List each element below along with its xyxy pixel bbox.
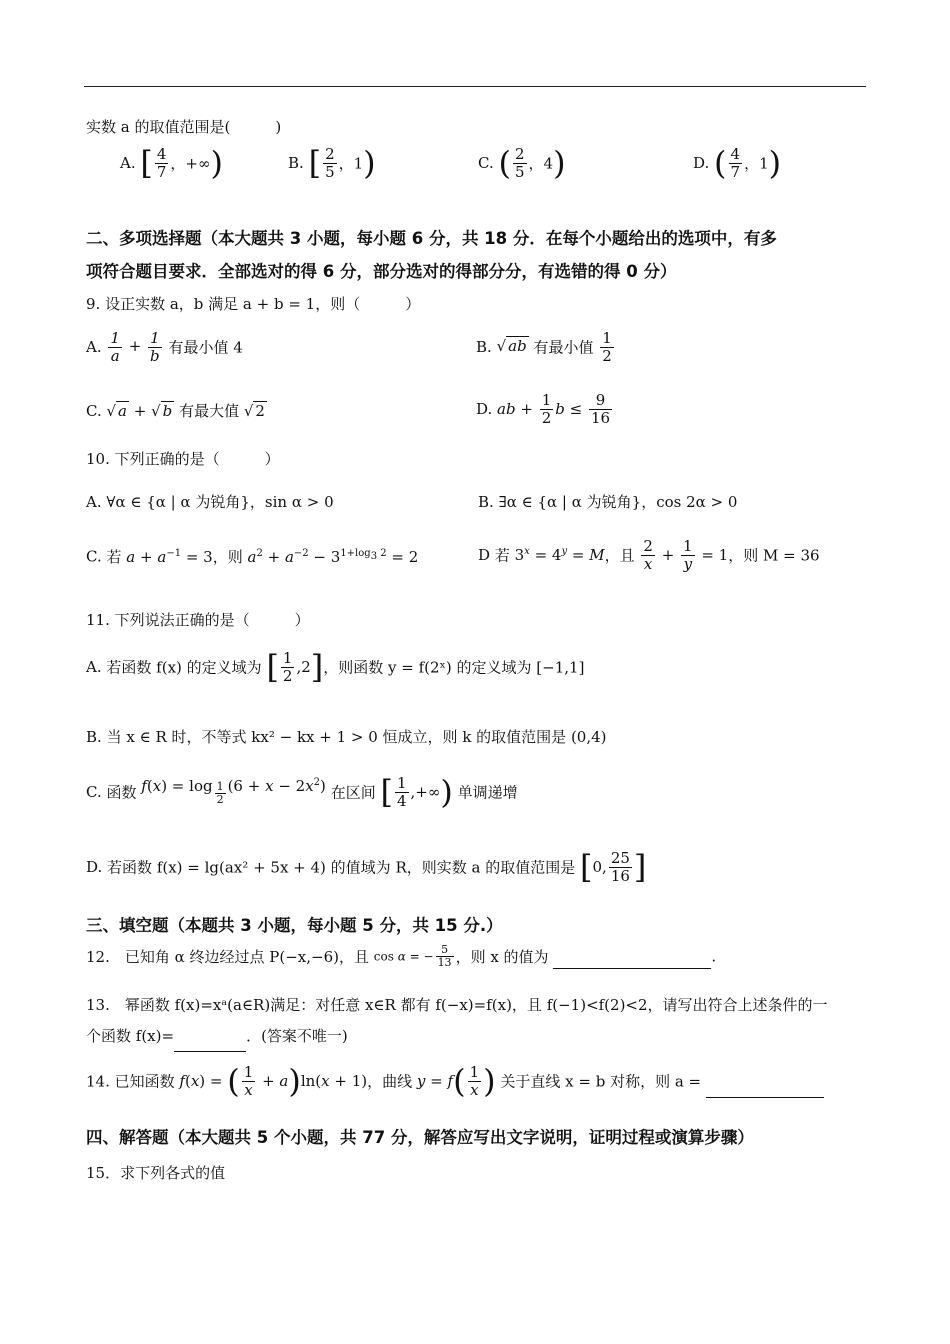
q13: 13. 幂函数 f(x)=xᵃ(a∈R)满足：对任意 x∈R 都有 f(−x)=f(x)，且 f(−1)<f(2)<2，请写出符合上述条件的一 个函数 f(x)= ．(答案不唯一): [86, 990, 828, 1052]
q11-option-a[interactable]: A. 若函数 f(x) 的定义域为 [ $\frac{1}{2}$ ,2]，则函数 y = f(2ˣ) 的定义域为 [−1,1]: [86, 648, 585, 686]
q14-answer-blank[interactable]: [706, 1079, 824, 1098]
q10-option-a[interactable]: A. ∀α ∈ {α | α 为锐角}，sin α > 0: [86, 493, 334, 511]
q10-option-c[interactable]: C. 若 $a + a^{-1} = 3$，则 $a^2 + a^{-2} - 3^{1+log_3 2} = 2$: [86, 547, 419, 566]
header-rule: [84, 86, 866, 87]
q11-stem: 11. 下列说法正确的是（ ）: [86, 611, 310, 629]
section3-heading: 三、填空题（本题共 3 小题，每小题 5 分，共 15 分.）: [86, 916, 503, 935]
q8-option-c[interactable]: C. ( $\frac{2}{5}$ ，4): [478, 144, 566, 182]
q13-answer-blank[interactable]: [174, 1031, 246, 1052]
q8-options: [86, 146, 866, 190]
q8-option-b[interactable]: B. [ $\frac{2}{5}$ ，1): [288, 144, 376, 182]
q10-option-d[interactable]: D 若 $3^x = 4^y = M$，且 $\frac{2}{x}$ + $\frac{1}{y}$ = 1，则 M = 36: [478, 537, 820, 573]
q9-option-d[interactable]: D. ab + $\frac{1}{2}$ b ≤ $\frac{9}{16}$: [476, 391, 611, 427]
q9-option-b[interactable]: B. √ ab 有最小值 $\frac{1}{2}$: [476, 329, 612, 365]
q12-answer-blank[interactable]: [553, 952, 711, 969]
q15-stem: 15．求下列各式的值: [86, 1164, 226, 1182]
q11-option-c[interactable]: C. 函数 f(x) = log $_{\frac{1}{2}}$ $(6 + x - 2x^2)$ 在区间 [ $\frac{1}{4}$ ,+∞) 单调递增: [86, 773, 518, 811]
q9-option-c[interactable]: C. √ a + √ b 有最大值 √ 2: [86, 402, 265, 420]
q8-option-d[interactable]: D. ( $\frac{4}{7}$ ，1): [693, 144, 782, 182]
q9-stem: 9. 设正实数 a，b 满足 a + b = 1，则（ ）: [86, 295, 421, 313]
q10-option-b[interactable]: B. ∃α ∈ {α | α 为锐角}，cos 2α > 0: [478, 493, 738, 511]
section2-heading: 二、多项选择题（本大题共 3 小题，每小题 6 分，共 18 分．在每个小题给出的选项中，有多 项符合题目要求．全部选对的得 6 分，部分选对的得部分分，有选错的得 0 分）: [86, 229, 777, 281]
q14: 14. 已知函数 f(x) = ( $\frac{1}{x}$ + a)ln(x + 1)，曲线 y = f( $\frac{1}{x}$ ) 关于直线 x = b 对称，则 a =: [86, 1064, 824, 1098]
section4-heading: 四、解答题（本大题共 5 个小题，共 77 分，解答应写出文字说明，证明过程或演算步骤）: [86, 1128, 754, 1147]
q9-option-a[interactable]: A. $\frac{1}{a}$ + $\frac{1}{b}$ 有最小值 4: [86, 329, 243, 365]
q10-stem: 10. 下列正确的是（ ）: [86, 450, 280, 468]
q11-option-b[interactable]: B. 当 x ∈ R 时，不等式 kx² − kx + 1 > 0 恒成立，则 k 的取值范围是 (0,4): [86, 728, 607, 746]
q11-option-d[interactable]: D. 若函数 f(x) = lg(ax² + 5x + 4) 的值域为 R，则实数 a 的取值范围是 [0, $\frac{25}{16}$ ]: [86, 848, 647, 886]
q8-stem: 实数 a 的取值范围是( ): [86, 118, 282, 136]
q8-option-a[interactable]: A. [ $\frac{4}{7}$ ，+∞): [120, 144, 223, 182]
q12: 12. 已知角 α 终边经过点 P(−x,−6)，且 cos α = − $\frac{5}{13}$ ，则 x 的值为 .: [86, 943, 717, 970]
